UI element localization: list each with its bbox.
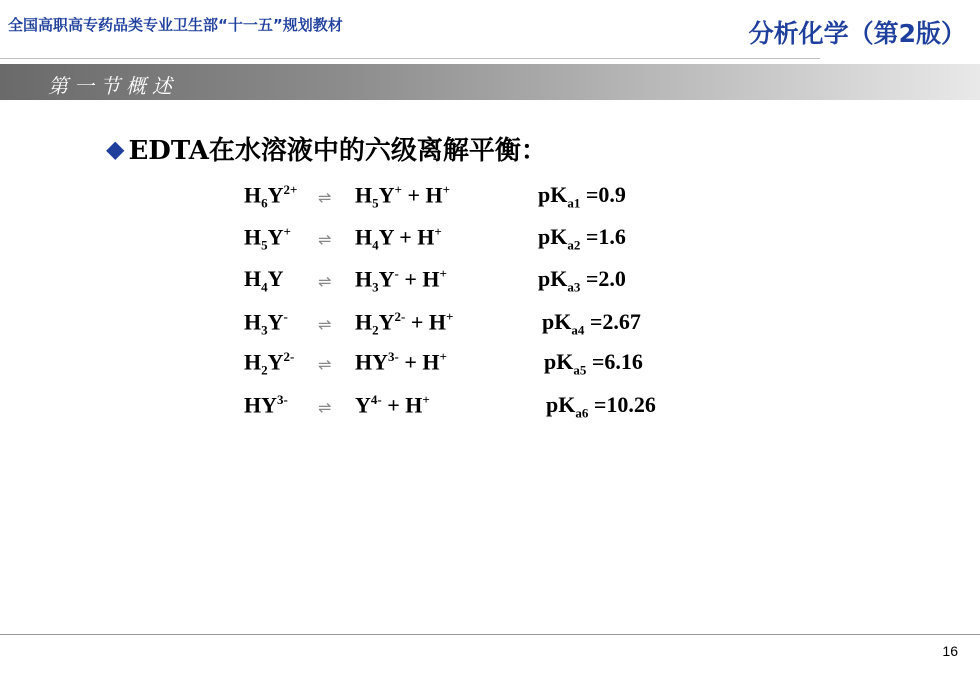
book-title: 分析化学（第2版） bbox=[748, 19, 966, 48]
series-title: 全国高职高专药品类专业卫生部“十一五”规划教材 bbox=[8, 16, 343, 34]
equilibrium-row bbox=[0, 309, 980, 343]
reactant-species: $H_5Y^+$ bbox=[244, 224, 291, 253]
equilibrium-row bbox=[0, 392, 980, 426]
page-number: 16 bbox=[942, 643, 958, 659]
equilibrium-arrow-icon: ⇌ bbox=[318, 230, 332, 249]
equilibrium-row bbox=[0, 349, 980, 383]
equilibrium-arrow-icon: ⇌ bbox=[318, 398, 332, 417]
pka-value: $pK_{a1} =0.9$ bbox=[538, 182, 626, 211]
product-species: $H_3Y^- + H^+$ bbox=[355, 266, 447, 295]
reactant-species: $H_4Y$ bbox=[244, 266, 284, 295]
reactant-species: $H_6Y^{2+}$ bbox=[244, 182, 298, 211]
reactant-species: $H_2Y^{2-}$ bbox=[244, 349, 295, 378]
header-divider bbox=[0, 58, 820, 59]
equilibrium-arrow-icon: ⇌ bbox=[318, 355, 332, 374]
diamond-icon: ◆ bbox=[106, 134, 125, 163]
pka-value: $pK_{a3} =2.0$ bbox=[538, 266, 626, 295]
equilibrium-arrow-icon: ⇌ bbox=[318, 272, 332, 291]
product-species: $Y^{4-} + H^+$ bbox=[355, 392, 430, 418]
pka-value: $pK_{a5} =6.16$ bbox=[544, 349, 643, 378]
product-species: $H_4Y + H^+$ bbox=[355, 224, 442, 253]
equilibrium-arrow-icon: ⇌ bbox=[318, 188, 332, 207]
equilibrium-row bbox=[0, 182, 980, 216]
equilibrium-arrow-icon: ⇌ bbox=[318, 315, 332, 334]
pka-value: $pK_{a6} =10.26$ bbox=[546, 392, 656, 421]
pka-value: $pK_{a2} =1.6$ bbox=[538, 224, 626, 253]
pka-value: $pK_{a4} =2.67$ bbox=[542, 309, 641, 338]
product-species: $H_2Y^{2-} + H^+$ bbox=[355, 309, 454, 338]
equilibrium-row bbox=[0, 266, 980, 300]
reactant-species: $H_3Y^-$ bbox=[244, 309, 288, 338]
slide-heading bbox=[106, 130, 547, 167]
product-species: $H_5Y^+ + H^+$ bbox=[355, 182, 451, 211]
heading-text: EDTA在水溶液中的六级离解平衡： bbox=[128, 136, 547, 166]
reactant-species: $HY^{3-}$ bbox=[244, 392, 288, 418]
section-label: 第一节概述 bbox=[48, 74, 178, 98]
equilibrium-row bbox=[0, 224, 980, 258]
product-species: $HY^{3-} + H^+$ bbox=[355, 349, 447, 375]
footer-divider bbox=[0, 634, 980, 635]
